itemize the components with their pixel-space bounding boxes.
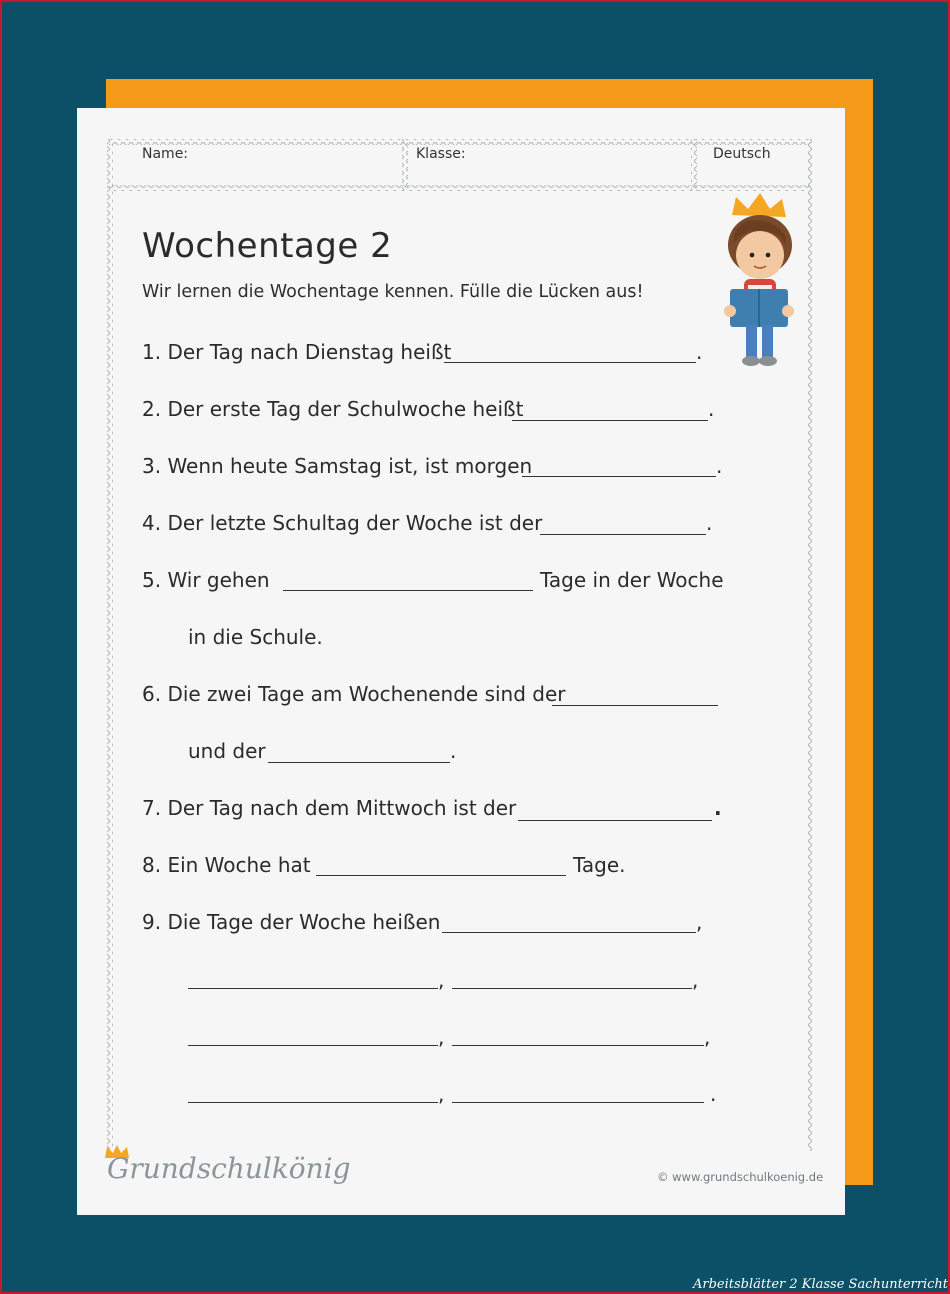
task-4-end: . <box>706 511 713 535</box>
task-9-sep: , <box>704 1025 711 1049</box>
footer-logo: Grundschulkönig <box>107 1152 351 1185</box>
boy-reading-illustration <box>718 193 802 373</box>
task-9-end: . <box>710 1082 717 1106</box>
task-9-blank-2[interactable] <box>188 988 438 989</box>
task-9-sep: , <box>692 968 699 992</box>
task-1-text: 1. Der Tag nach Dienstag heißt <box>142 340 452 364</box>
task-9-blank-5[interactable] <box>452 1045 704 1046</box>
worksheet-instruction: Wir lernen die Wochentage kennen. Fülle die Lücken aus! <box>142 282 644 302</box>
task-4-text: 4. Der letzte Schultag der Woche ist der <box>142 511 543 535</box>
task-9-sep: , <box>438 1025 445 1049</box>
task-8-blank[interactable] <box>316 875 566 876</box>
task-9-sep: , <box>438 968 445 992</box>
footer-url: © www.grundschulkoenig.de <box>657 1170 824 1184</box>
task-2-blank[interactable] <box>512 420 708 421</box>
task-9-blank-3[interactable] <box>452 988 692 989</box>
task-6-blank-1[interactable] <box>552 705 718 706</box>
task-3-text: 3. Wenn heute Samstag ist, ist morgen <box>142 454 533 478</box>
task-9-sep: , <box>438 1082 445 1106</box>
subject-label: Deutsch <box>713 146 771 162</box>
task-7-end: . <box>714 796 722 820</box>
task-5-line2: in die Schule. <box>188 625 323 649</box>
task-1-blank[interactable] <box>444 362 696 363</box>
task-5-text: 5. Wir gehen <box>142 568 270 592</box>
class-label: Klasse: <box>416 146 466 162</box>
task-8-after: Tage. <box>573 853 626 877</box>
task-9-text: 9. Die Tage der Woche heißen <box>142 910 441 934</box>
task-5-after: Tage in der Woche <box>540 568 724 592</box>
task-7-text: 7. Der Tag nach dem Mittwoch ist der <box>142 796 517 820</box>
name-label: Name: <box>142 146 189 162</box>
task-6-line2: und der <box>188 739 266 763</box>
task-1-end: . <box>696 340 703 364</box>
task-9-blank-4[interactable] <box>188 1045 438 1046</box>
crown-icon <box>732 193 786 217</box>
task-9-blank-6[interactable] <box>188 1102 438 1103</box>
task-9-sep: , <box>696 910 703 934</box>
task-5-blank[interactable] <box>283 590 533 591</box>
task-6-end: . <box>450 739 457 763</box>
task-6-blank-2[interactable] <box>268 762 450 763</box>
worksheet-title: Wochentage 2 <box>142 226 393 266</box>
watermark: Arbeitsblätter 2 Klasse Sachunterricht <box>692 1277 948 1292</box>
task-9-blank-1[interactable] <box>442 932 696 933</box>
task-4-blank[interactable] <box>540 534 706 535</box>
task-2-text: 2. Der erste Tag der Schulwoche heißt <box>142 397 524 421</box>
task-9-blank-7[interactable] <box>452 1102 704 1103</box>
task-3-end: . <box>716 454 723 478</box>
task-6-text: 6. Die zwei Tage am Wochenende sind der <box>142 682 566 706</box>
task-7-blank[interactable] <box>518 820 712 821</box>
task-2-end: . <box>708 397 715 421</box>
task-3-blank[interactable] <box>522 476 716 477</box>
task-8-text: 8. Ein Woche hat <box>142 853 311 877</box>
